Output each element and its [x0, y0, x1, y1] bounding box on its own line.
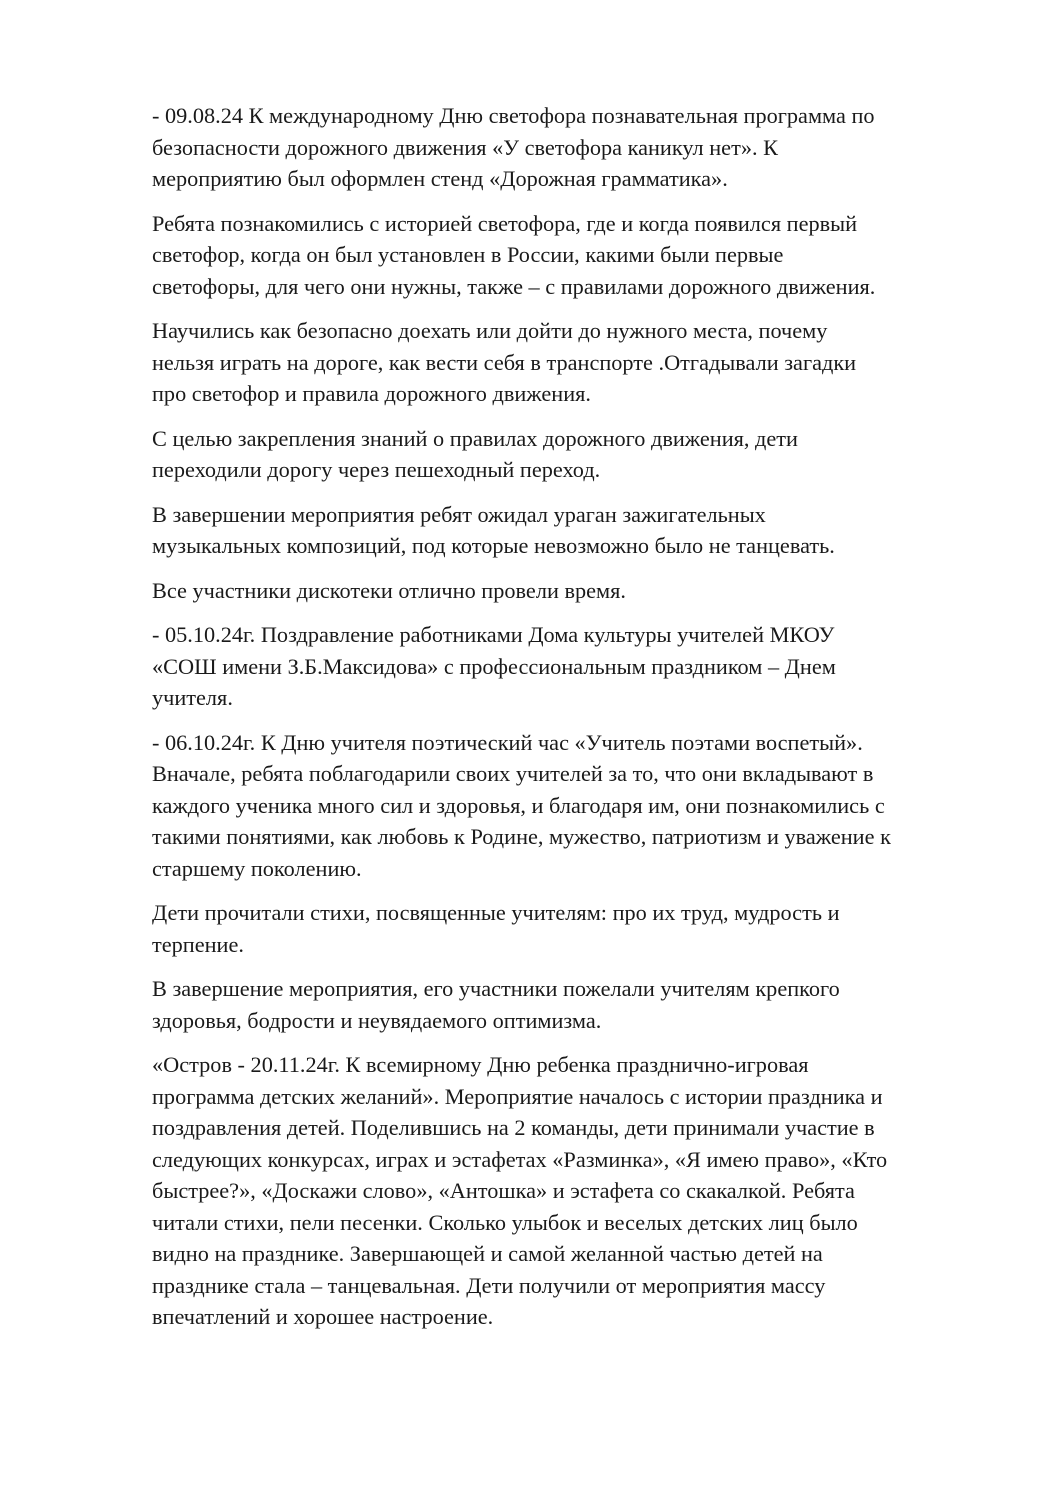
- paragraph: [152, 1049, 990, 1333]
- paragraph: [152, 423, 990, 486]
- text-line: - 09.08.24 К международному Дню светофора познавательная программа по: [152, 103, 875, 128]
- text-line: терпение.: [152, 931, 244, 957]
- document-page: [152, 100, 990, 1346]
- text-line: поздравления детей. Поделившись на 2 команды, дети принимали участие в: [152, 1115, 875, 1140]
- paragraph: [152, 897, 990, 960]
- text-line: читали стихи, пели песенки. Сколько улыбок и веселых детских лиц было: [152, 1209, 858, 1235]
- paragraph: [152, 208, 990, 303]
- paragraph: [152, 973, 990, 1036]
- paragraph: [152, 315, 990, 410]
- document-body: [152, 100, 990, 1333]
- text-line: старшему поколению.: [152, 855, 362, 881]
- paragraph: [152, 100, 990, 195]
- text-line: светофор, когда он был установлен в России, какими были первые: [152, 242, 784, 267]
- text-line: программа детских желаний». Мероприятие началось с истории праздника и: [152, 1083, 883, 1109]
- text-line: «СОШ имени З.Б.Максидова» с профессиональным праздником – Днем: [152, 653, 836, 679]
- text-line: безопасности дорожного движения «У светофора каникул нет». К: [152, 134, 778, 160]
- text-line: учителя.: [152, 685, 233, 710]
- text-line: Все участники дискотеки отлично провели время.: [152, 577, 626, 603]
- text-line: - 05.10.24г. Поздравление работниками Дома культуры учителей МКОУ: [152, 622, 835, 647]
- text-line: видно на празднике. Завершающей и самой желанной частью детей на: [152, 1241, 823, 1266]
- text-line: следующих конкурсах, играх и эстафетах «Разминка», «Я имею право», «Кто: [152, 1146, 888, 1172]
- text-line: В завершение мероприятия, его участники пожелали учителям крепкого: [152, 976, 840, 1001]
- text-line: - 06.10.24г. К Дню учителя поэтический час «Учитель поэтами воспетый».: [152, 729, 863, 755]
- text-line: Ребята познакомились с историей светофора, где и когда появился первый: [152, 210, 858, 236]
- text-line: каждого ученика много сил и здоровья, и благодаря им, они познакомились с: [152, 792, 885, 818]
- paragraph: [152, 499, 990, 562]
- text-line: мероприятию был оформлен стенд «Дорожная грамматика».: [152, 166, 728, 191]
- text-line: Научились как безопасно доехать или дойти до нужного места, почему: [152, 318, 828, 343]
- text-line: Дети прочитали стихи, посвященные учителям: про их труд, мудрость и: [152, 900, 840, 925]
- paragraph: [152, 727, 990, 885]
- text-line: быстрее?», «Доскажи слово», «Антошка» и эстафета со скакалкой. Ребята: [152, 1178, 855, 1203]
- text-line: Вначале, ребята поблагодарили своих учителей за то, что они вкладывают в: [152, 761, 874, 786]
- text-line: впечатлений и хорошее настроение.: [152, 1304, 494, 1329]
- text-line: В завершении мероприятия ребят ожидал ураган зажигательных: [152, 501, 766, 527]
- text-line: переходили дорогу через пешеходный переход.: [152, 457, 601, 482]
- text-line: празднике стала – танцевальная. Дети получили от мероприятия массу: [152, 1272, 826, 1298]
- text-line: светофоры, для чего они нужны, также – с правилами дорожного движения.: [152, 273, 876, 299]
- paragraph: [152, 575, 990, 607]
- text-line: такими понятиями, как любовь к Родине, мужество, патриотизм и уважение к: [152, 824, 891, 849]
- text-line: здоровья, бодрости и неувядаемого оптимизма.: [152, 1007, 602, 1033]
- text-line: музыкальных композиций, под которые невозможно было не танцевать.: [152, 533, 835, 558]
- text-line: «Остров - 20.11.24г. К всемирному Дню ребенка празднично-игровая: [152, 1052, 809, 1077]
- text-line: С целью закрепления знаний о правилах дорожного движения, дети: [152, 425, 798, 451]
- text-line: нельзя играть на дороге, как вести себя в транспорте .Отгадывали загадки: [152, 349, 857, 375]
- text-line: про светофор и правила дорожного движения.: [152, 381, 591, 406]
- paragraph: [152, 619, 990, 714]
